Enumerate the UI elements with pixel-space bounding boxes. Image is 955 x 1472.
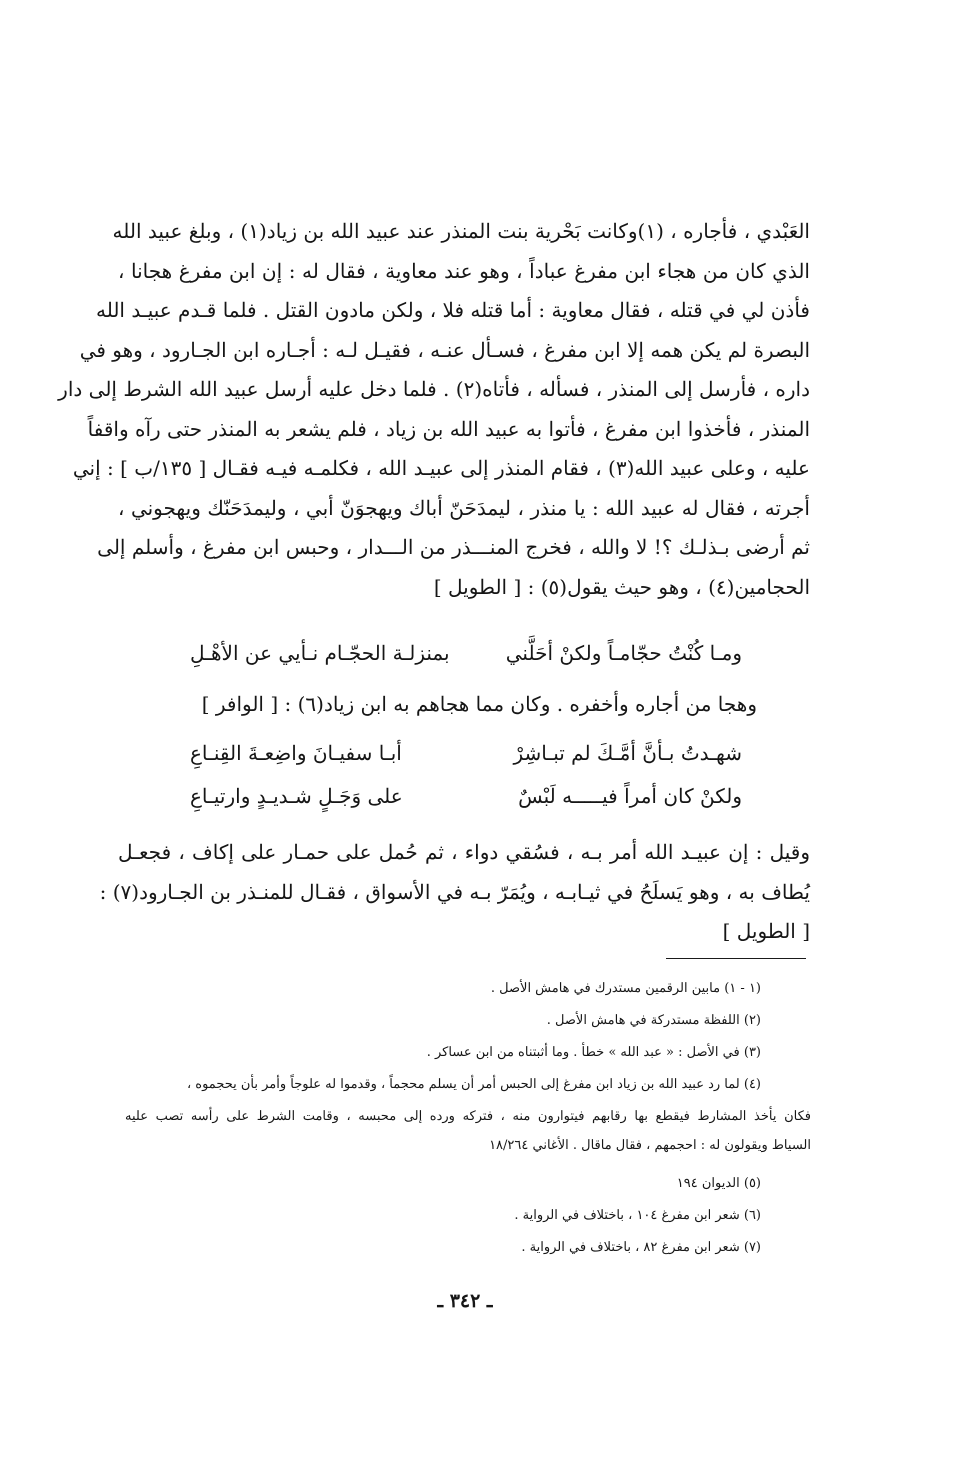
footnotes xyxy=(125,976,811,1267)
verse-second-hemistich: على وَجَـلٍ شـديـدٍ وارتيـاعِ xyxy=(190,784,403,808)
page-number: ـ ٣٤٢ ـ xyxy=(437,1290,493,1312)
verse-first-hemistich: شهـدتُ بـأنَّ أمَّـكَ لم تبـاشِرْ xyxy=(513,741,742,765)
footnote-continuation: السياط ويقولون له : احجمهم ، فقال ماقال . الأغاني ١٨/٢٦٤ xyxy=(489,1138,811,1153)
text-line: ثم أرضى بـذلـك ؟! لا والله ، فخرج المنـــذر من الـــدار ، وحبس ابن مفرغ ، وأسلم إلى xyxy=(97,535,810,559)
poem-verse xyxy=(190,738,742,772)
text-line: [ الطويل ] xyxy=(722,919,810,943)
poem-verse xyxy=(190,638,742,672)
text-line: الحجامين(٤) ، وهو حيث يقول(٥) : [ الطويل ] xyxy=(433,574,810,599)
footnote: (٢) اللفظة مستدركة في هامش الأصل . xyxy=(546,1013,761,1028)
footnote-separator xyxy=(666,958,806,959)
footnote: (١ - ١) مابين الرقمين مستدرك في هامش الأصل . xyxy=(490,981,761,996)
closing-paragraph xyxy=(99,833,810,952)
verse-first-hemistich: ومـا كُنْتُ حجّامـاً ولكنْ أحَلَّني xyxy=(505,641,742,665)
text-line: داره ، فأرسل إلى المنذر ، فسأله ، فأتاه(٢) . فلما دخل عليه أرسل عبيد الله الشرط إلى دار xyxy=(58,377,810,401)
text-line: المنذر ، فأخذوا ابن مفرغ ، فأتوا به عبيد الله بن زياد ، فلم يشعر به المنذر حتى رآه واقفاً xyxy=(87,416,810,441)
text-line: الذي كان من هجاء ابن مفرغ عباداً ، وهو عند معاوية ، فقال له : إن ابن مفرغ هجانا ، xyxy=(118,258,810,283)
verse-first-hemistich: ولكنْ كان أمراً فيـــــه لَبْسٌ xyxy=(518,784,742,808)
text-line: فأذن لي في قتله ، فقال معاوية : أما قتله فلا ، ولكن مادون القتل . فلما قـدم عبيـد الله xyxy=(95,298,810,322)
verse-second-hemistich: بمنزلـة الحجّـام نـأيي عن الأهْـلِ xyxy=(190,641,450,665)
footnote-continuation: فكان يأخذ المشارط فيقطع بها رقابهم فيتوارون منه ، فتركه ورده إلى محبسه ، وقامت الشرط على رأسه تصب عليه xyxy=(125,1109,811,1124)
footnote: (٦) شعر ابن مفرغ ١٠٤ ، باختلاف في الرواية . xyxy=(514,1208,761,1223)
text-line: العَبْدي ، فأجاره ، (١)وكانت بَحْرية بنت المنذر عند عبيد الله بن زياد(١) ، وبلغ عبيد الله xyxy=(112,219,810,243)
text-line: البصرة لم يكن همه إلا ابن مفرغ ، فسـأل عنـه ، فقيـل لـه : أجـاره ابن الجـارود ، وهو في xyxy=(79,337,810,362)
footnote: (٤) لما رد عبيد الله بن زياد ابن مفرغ إلى الحبس أمر أن يسلم محجماً ، وقدموا له علوجاً وأمر بأن يحجموه ، xyxy=(186,1077,761,1092)
verse-introduction: وهجا من أجاره وأخفره . وكان مما هجاهم به ابن زياد(٦) : [ الوافر ] xyxy=(201,692,757,716)
text-line: يُطاف به ، وهو يَسلَحُ في ثيـابـه ، ويُمَرّ بـه في الأسواق ، فقـال للمنـذر بن الجـارود(٧) : xyxy=(99,879,810,904)
text-line: وقيل : إن عبيـد الله أمر بـه ، فسُقي دواء ، ثم حُمل على حمـار على إكاف ، فجعـل xyxy=(118,840,810,864)
footnote: (٥) الديوان ١٩٤ xyxy=(676,1176,761,1191)
footnote: (٣) في الأصل : « عبد الله » خطأ . وما أثبتناه من ابن عساكر . xyxy=(426,1045,761,1060)
footnote: (٧) شعر ابن مفرغ ٨٢ ، باختلاف في الرواية . xyxy=(521,1240,761,1255)
poem-verse xyxy=(190,781,742,815)
text-line: عليه ، وعلى عبيد الله(٣) ، فقام المنذر إلى عبيـد الله ، فكلمـه فيـه فقـال [ ١٣٥/ب ] : إني xyxy=(72,456,810,480)
text-line: أجرته ، فقال له عبيد الله : يا منذر ، ليمدَحَنّ أباك ويهجوَنّ أبي ، وليمدَحَنّك ويهجوني ، xyxy=(118,495,810,520)
verse-second-hemistich: أبـا سفيـانَ واضِعـةَ القِنـاعِ xyxy=(190,741,402,765)
main-paragraph xyxy=(58,212,810,607)
